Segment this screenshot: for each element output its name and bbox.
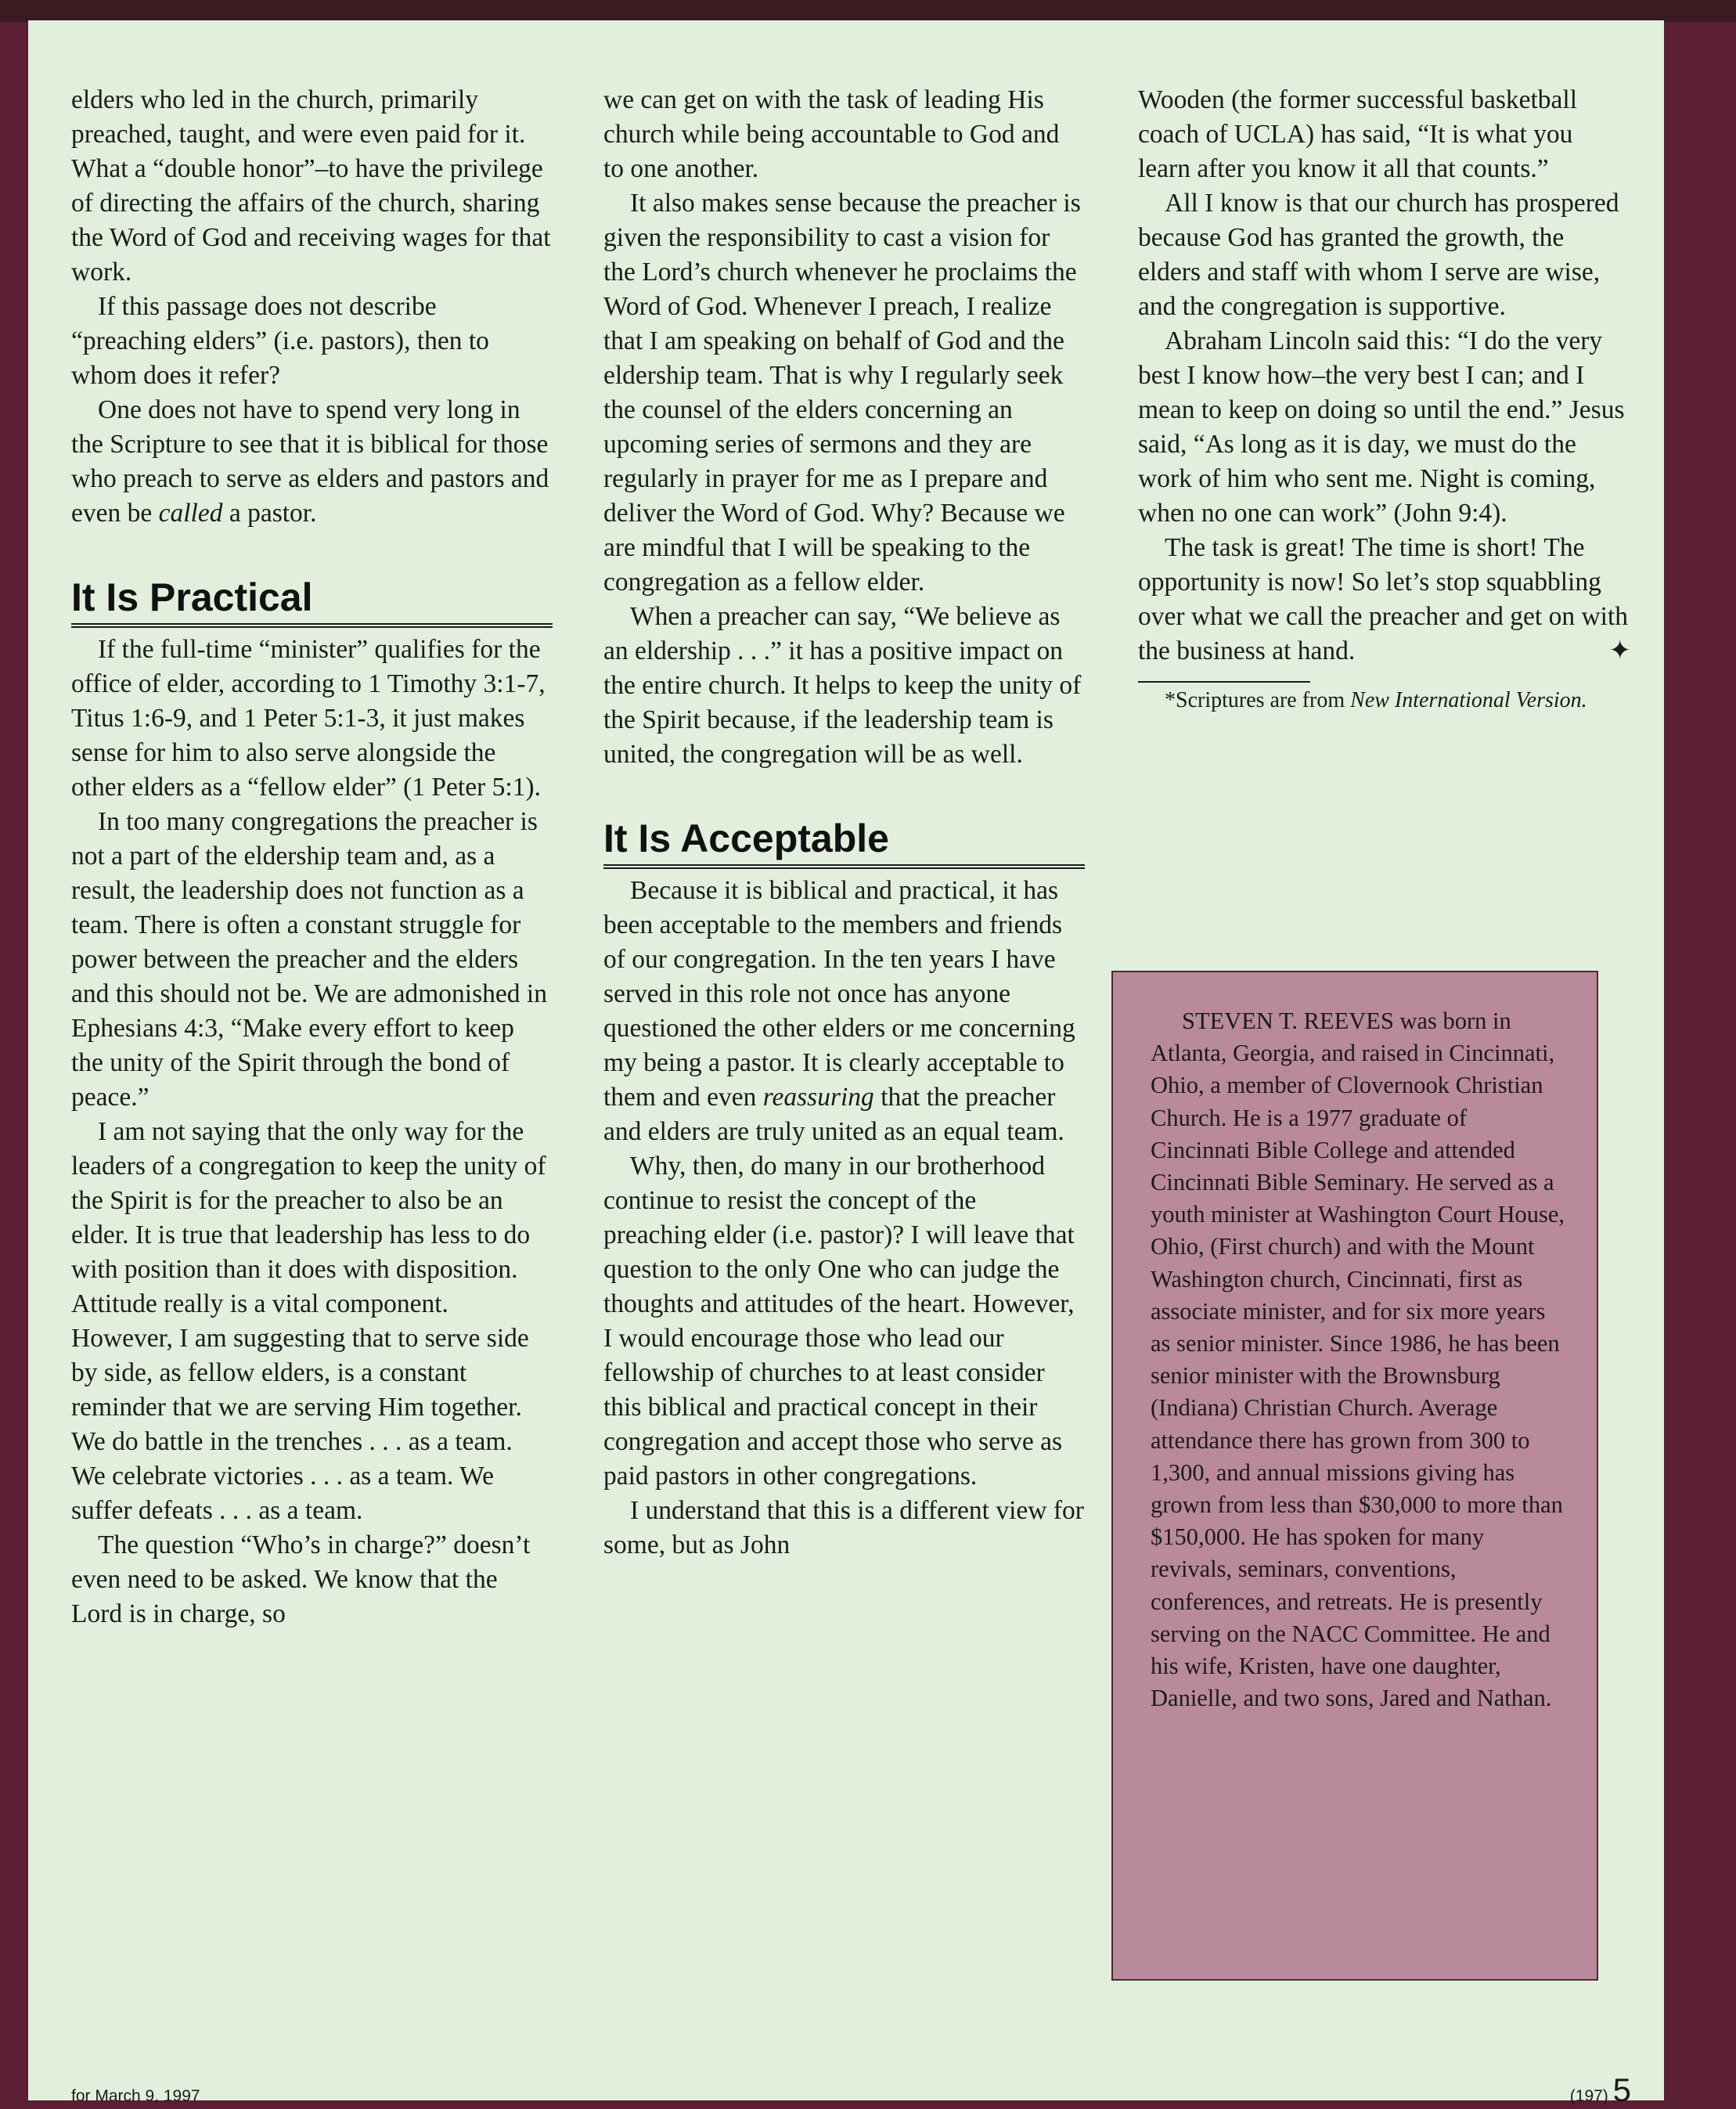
page-number — [1570, 2071, 1631, 2109]
emphasis: called — [158, 499, 223, 528]
author-bio: STEVEN T. REEVES was born in Atlanta, Georgia, and raised in Cincinnati, Ohio, a member of Clovernook Christian Church. He is a 1977 graduate of Cincinnati Bible College and attended Cincinnati Bible Seminary. He served as a youth minister at Washington Court House, Ohio, (First church) and with the Mount Washington church, Cincinnati, first as associate minister, and for six more years as senior minister. Since 1986, he has been senior minister with the Brownsburg (Indiana) Christian Church. Average attendance there has grown from 300 to 1,300, and annual missions giving has grown from less than $30,000 to more than $150,000. He has spoken for many revivals, seminars, conventions, conferences, and retreats. He is presently serving on the NACC Committee. He and his wife, Kristen, have one daughter, Danielle, and two sons, Jared and Nathan. — [1151, 1008, 1565, 1712]
author-bio-box — [1111, 971, 1598, 1981]
article-column-3 — [1138, 83, 1631, 714]
footnote-rule — [1138, 681, 1310, 683]
paragraph: The question “Who’s in charge?” doesn’t even need to be asked. We know that the Lord is in charge, so — [71, 1530, 531, 1628]
paragraph: we can get on with the task of leading His church while being accountable to God and to one another. — [603, 85, 1060, 183]
paragraph — [71, 393, 553, 531]
text-run: One does not have to spend very long in the Scripture to see that it is biblical for those who preach to serve as elders and pastors and even be — [71, 395, 549, 528]
section-heading-acceptable: It Is Acceptable — [603, 816, 1085, 869]
paragraph: If this passage does not describe “preaching elders” (i.e. pastors), then to whom does it refer? — [71, 292, 489, 390]
paragraph: If the full-time “minister” qualifies for the office of elder, according to 1 Timothy 3:1-7, Titus 1:6-9, and 1 Peter 5:1-3, it just makes sense for him to also serve alongside the other elders as a “fellow elder” (1 Peter 5:1). — [71, 635, 546, 802]
paragraph: Abraham Lincoln said this: “I do the very best I know how–the very best I can; and I mean to keep on doing so until the end.” Jesus said, “As long as it is day, we must do the work of him who sent me. Night is coming, when no one can work” (John 9:4). — [1138, 326, 1625, 528]
paragraph: All I know is that our church has prospered because God has granted the growth, the elders and staff with whom I serve are wise, and the congregation is supportive. — [1138, 189, 1619, 321]
article-column-2 — [603, 83, 1085, 1563]
section-heading-practical: It Is Practical — [71, 575, 553, 628]
paragraph — [603, 874, 1085, 1149]
text-run: The task is great! The time is short! The opportunity is now! So let’s stop squabbling over what we call the preacher and get on with the business at hand. — [1138, 533, 1628, 665]
footnote — [1138, 687, 1631, 714]
emphasis: New International Version. — [1350, 688, 1587, 712]
text-run: Because it is biblical and practical, it has been acceptable to the members and friends of our congregation. In the ten years I have served in this role not once has anyone questioned the other elders or me concerning my being a pastor. It is clearly acceptable to them and even — [603, 876, 1075, 1112]
paragraph — [1138, 531, 1631, 669]
text-run: a pastor. — [222, 499, 317, 528]
scan-border-top — [0, 0, 1736, 22]
volume-page: (197) — [1569, 2087, 1608, 2105]
paragraph: In too many congregations the preacher is not a part of the eldership team and, as a result, the leadership does not function as a team. There is often a constant struggle for power between the preacher and the elders and this should not be. We are admonished in Ephesians 4:3, “Make every effort to keep the unity of the Spirit through the bond of peace.” — [71, 807, 547, 1112]
paragraph: It also makes sense because the preacher is given the responsibility to cast a vision for the Lord’s church whenever he proclaims the Word of God. Whenever I preach, I realize that I am speaking on behalf of God and the eldership team. That is why I regularly seek the counsel of the elders concerning an upcoming series of sermons and they are regularly in prayer for me as I prepare and deliver the Word of God. Why? Because we are mindful that I will be speaking to the congregation as a fellow elder. — [603, 189, 1081, 597]
paragraph: elders who led in the church, primarily preached, taught, and were even paid for it. What a “double honor”–to have the privilege of directing the affairs of the church, sharing the Word of God and receiving wages for that work. — [71, 85, 551, 287]
issue-date: for March 9, 1997 — [71, 2087, 200, 2105]
end-mark-icon: ✦ — [1608, 636, 1631, 665]
text-run: *Scriptures are from — [1165, 688, 1351, 712]
page-number-value: 5 — [1612, 2071, 1631, 2108]
article-column-1 — [71, 83, 553, 1631]
emphasis: reassuring — [762, 1083, 874, 1112]
paragraph: When a preacher can say, “We believe as an eldership . . .” it has a positive impact on the entire church. It helps to keep the unity of the Spirit because, if the leadership team is united, the congregation will be as well. — [603, 602, 1082, 769]
paragraph: I am not saying that the only way for the leaders of a congregation to keep the unity of the Spirit is for the preacher to also be an elder. It is true that leadership has less to do with position than it does with disposition. Attitude really is a vital component. However, I am suggesting that to serve side by side, as fellow elders, is a constant reminder that we are serving Him together. We do battle in the trenches . . . as a team. We celebrate victories . . . as a team. We suffer defeats . . . as a team. — [71, 1117, 546, 1525]
paragraph: I understand that this is a different view for some, but as John — [603, 1496, 1084, 1559]
paragraph: Wooden (the former successful basketball coach of UCLA) has said, “It is what you learn after you know it all that counts.” — [1138, 85, 1578, 183]
text-run: that the preacher and elders are truly united as an equal team. — [603, 1083, 1064, 1146]
paragraph: Why, then, do many in our brotherhood continue to resist the concept of the preaching elder (i.e. pastor)? I will leave that question to the only One who can judge the thoughts and attitudes of the heart. However, I would encourage those who lead our fellowship of churches to at least consider this biblical and practical concept in their congregation and accept those who serve as paid pastors in other congregations. — [603, 1152, 1075, 1491]
